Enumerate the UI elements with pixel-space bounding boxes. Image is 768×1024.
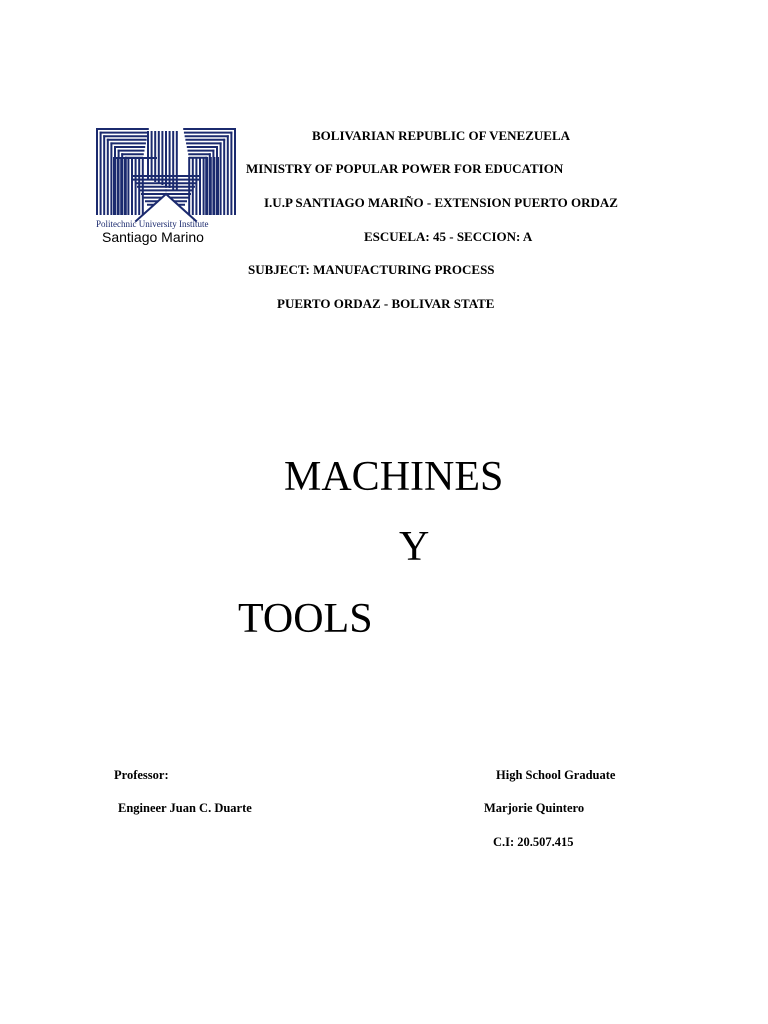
title-tools: TOOLS bbox=[238, 596, 373, 642]
header-location: PUERTO ORDAZ - BOLIVAR STATE bbox=[277, 296, 495, 311]
header-country: BOLIVARIAN REPUBLIC OF VENEZUELA bbox=[312, 128, 571, 143]
header-school-section: ESCUELA: 45 - SECCION: A bbox=[364, 229, 533, 244]
professor-label: Professor: bbox=[114, 768, 169, 782]
santiago-marino-logo-icon bbox=[96, 128, 236, 222]
student-degree-label: High School Graduate bbox=[496, 768, 616, 782]
title-y: Y bbox=[399, 524, 430, 570]
professor-name: Engineer Juan C. Duarte bbox=[118, 801, 252, 815]
student-name: Marjorie Quintero bbox=[484, 801, 585, 815]
student-id: C.I: 20.507.415 bbox=[493, 835, 574, 849]
header-subject: SUBJECT: MANUFACTURING PROCESS bbox=[248, 262, 495, 277]
title-machines: MACHINES bbox=[284, 454, 504, 500]
university-logo bbox=[96, 128, 236, 246]
logo-caption-name: Santiago Marino bbox=[102, 229, 204, 245]
header-ministry: MINISTRY OF POPULAR POWER FOR EDUCATION bbox=[246, 161, 564, 176]
logo-caption-institute: Politechnic University Institute bbox=[96, 220, 209, 229]
header-institute: I.U.P SANTIAGO MARIÑO - EXTENSION PUERTO ORDAZ bbox=[264, 195, 618, 210]
